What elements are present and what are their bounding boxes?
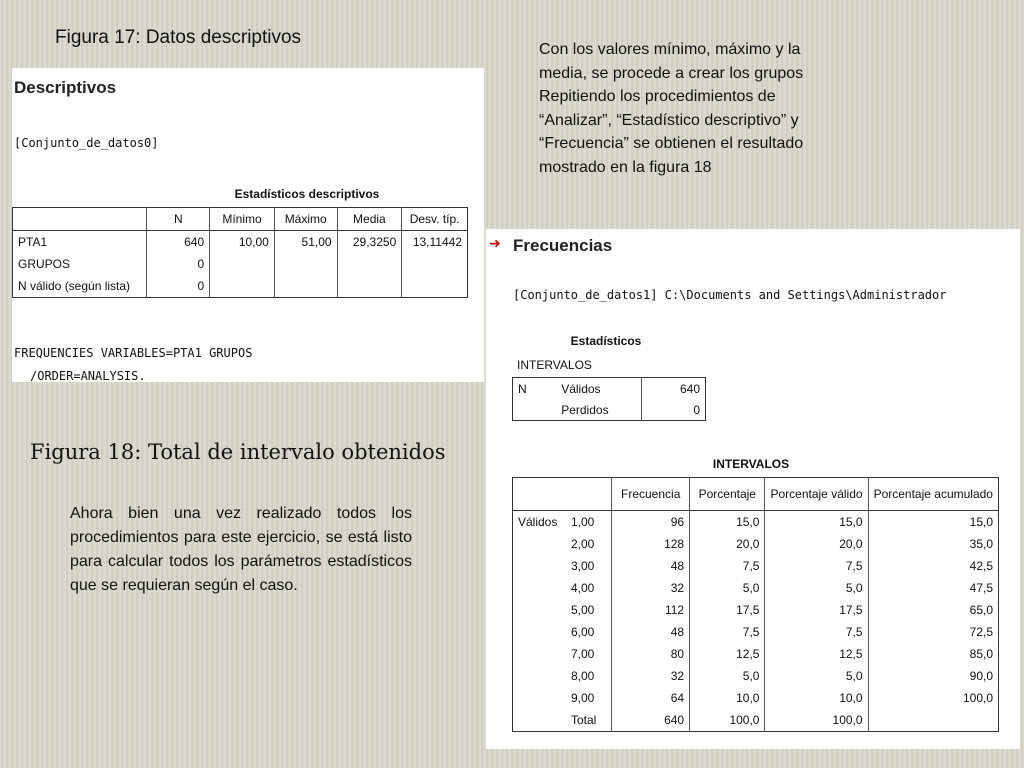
table-cell: 112 — [612, 599, 690, 621]
table-row — [13, 275, 468, 298]
table-cell: GRUPOS — [18, 257, 71, 271]
table-cell: 15,0 — [690, 511, 765, 534]
table-cell — [402, 253, 468, 275]
table-row — [13, 231, 468, 254]
table-cell: 0 — [147, 253, 210, 275]
table-cell: 0 — [642, 399, 706, 421]
intervalos-table — [512, 477, 999, 732]
left-paragraph: Ahora bien una vez realizado todos los procedimientos para este ejercicio, se está listo para calcular todos los parámetros estadísticos que se requieran según el caso. — [70, 505, 412, 594]
table-cell — [513, 709, 567, 732]
table-cell: 5,00 — [571, 603, 595, 617]
descriptivos-output — [12, 68, 484, 382]
table-header-cell — [513, 478, 567, 511]
table-cell: 51,00 — [274, 231, 337, 254]
table-cell: 47,5 — [868, 577, 998, 599]
table-cell: 10,0 — [765, 687, 868, 709]
table-cell: 5,0 — [765, 577, 868, 599]
table-cell: 640 — [612, 709, 690, 732]
table-cell: 4,00 — [571, 581, 595, 595]
table-cell — [513, 533, 567, 555]
table-cell: 64 — [612, 687, 690, 709]
table-row — [513, 511, 999, 534]
table-cell: 42,5 — [868, 555, 998, 577]
table-cell: Válidos — [561, 381, 601, 396]
descriptivos-title: Descriptivos — [14, 78, 117, 97]
table-row — [513, 399, 706, 421]
table-cell: 48 — [612, 555, 690, 577]
table-cell: 9,00 — [571, 691, 595, 705]
table-header-cell: Frecuencia — [612, 478, 690, 511]
descriptivos-table — [12, 207, 468, 298]
table-cell: 10,0 — [690, 687, 765, 709]
table-cell: 5,0 — [690, 577, 765, 599]
table-cell: 640 — [147, 231, 210, 254]
table-cell: 80 — [612, 643, 690, 665]
table-cell: 17,5 — [765, 599, 868, 621]
table-cell: 6,00 — [571, 625, 595, 639]
table-cell: 5,0 — [765, 665, 868, 687]
table-cell: 7,5 — [765, 555, 868, 577]
table-header-cell: Máximo — [274, 208, 337, 231]
right-paragraph: Con los valores mínimo, máximo y la media, se procede a crear los grupos Repitiendo los procedimientos de “Analizar”, “Estadístico descriptivo” y “Frecuencia” se obtienen el resultado mostrado en la figura 18 — [539, 41, 804, 176]
table-cell: 7,5 — [765, 621, 868, 643]
table-cell: 7,00 — [571, 647, 595, 661]
table-cell — [513, 687, 567, 709]
table-cell — [513, 665, 567, 687]
table-row — [513, 599, 999, 621]
table-cell: 15,0 — [765, 511, 868, 534]
table-cell: 5,0 — [690, 665, 765, 687]
table-cell — [513, 599, 567, 621]
table-cell: N — [518, 381, 527, 396]
estadisticos-title: Estadísticos — [570, 334, 642, 348]
table-cell: 640 — [642, 378, 706, 400]
table-header-cell — [13, 208, 147, 231]
table-cell: 7,5 — [690, 621, 765, 643]
table-cell — [513, 399, 557, 421]
table-row — [513, 621, 999, 643]
table-cell: 96 — [612, 511, 690, 534]
table-cell: 32 — [612, 665, 690, 687]
estadisticos-variable: INTERVALOS — [517, 358, 592, 372]
table-row — [13, 253, 468, 275]
arrow-right-icon: ➜ — [489, 235, 501, 251]
table-row — [513, 709, 999, 732]
table-header-cell: Mínimo — [210, 208, 275, 231]
table-cell — [337, 253, 402, 275]
table-header-row — [13, 208, 468, 231]
table-cell: 90,0 — [868, 665, 998, 687]
table-cell: 20,0 — [690, 533, 765, 555]
table-header-cell: N — [147, 208, 210, 231]
table-cell: Válidos — [518, 515, 558, 529]
estadisticos-table — [512, 377, 706, 421]
table-cell: 13,11442 — [402, 231, 468, 254]
table-header-cell: Desv. típ. — [402, 208, 468, 231]
descriptivos-table-title: Estadísticos descriptivos — [234, 187, 380, 201]
table-cell: 65,0 — [868, 599, 998, 621]
frecuencias-output — [486, 229, 1020, 749]
frecuencias-dataset: [Conjunto_de_datos1] C:\Documents and Settings\Administrador — [513, 288, 947, 302]
descriptivos-dataset: [Conjunto_de_datos0] — [14, 136, 159, 150]
figure-17-caption: Figura 17: Datos descriptivos — [55, 27, 302, 48]
table-cell: 17,5 — [690, 599, 765, 621]
table-cell — [210, 253, 275, 275]
syntax-line-1: FREQUENCIES VARIABLES=PTA1 GRUPOS — [14, 346, 253, 360]
table-cell — [337, 275, 402, 298]
table-header-cell: Porcentaje acumulado — [868, 478, 998, 511]
table-cell: 2,00 — [571, 537, 595, 551]
table-cell — [210, 275, 275, 298]
table-header-cell: Porcentaje válido — [765, 478, 868, 511]
table-cell: 29,3250 — [337, 231, 402, 254]
table-cell — [513, 621, 567, 643]
frecuencias-title: Frecuencias — [513, 236, 613, 255]
table-cell: 8,00 — [571, 669, 595, 683]
table-cell: 100,0 — [690, 709, 765, 732]
table-cell — [274, 253, 337, 275]
table-cell: 20,0 — [765, 533, 868, 555]
table-cell: 3,00 — [571, 559, 595, 573]
table-row — [513, 665, 999, 687]
table-cell: 35,0 — [868, 533, 998, 555]
syntax-line-2: /ORDER=ANALYSIS. — [30, 369, 146, 383]
table-header-cell: Porcentaje — [690, 478, 765, 511]
table-cell: 72,5 — [868, 621, 998, 643]
table-cell — [513, 643, 567, 665]
table-cell — [402, 275, 468, 298]
table-cell: 100,0 — [765, 709, 868, 732]
table-row — [513, 555, 999, 577]
table-cell — [868, 709, 998, 732]
table-cell — [513, 555, 567, 577]
table-cell: 128 — [612, 533, 690, 555]
table-cell: 7,5 — [690, 555, 765, 577]
figure-18-caption: Figura 18: Total de intervalo obtenidos — [30, 440, 446, 464]
table-row — [513, 687, 999, 709]
table-cell: 32 — [612, 577, 690, 599]
table-header-cell: Media — [337, 208, 402, 231]
table-row — [513, 533, 999, 555]
table-cell: 12,5 — [765, 643, 868, 665]
table-row — [513, 643, 999, 665]
table-cell — [274, 275, 337, 298]
table-cell: 100,0 — [868, 687, 998, 709]
table-cell: Total — [571, 713, 597, 727]
table-cell: 85,0 — [868, 643, 998, 665]
table-header-row — [513, 478, 999, 511]
table-row — [513, 577, 999, 599]
table-cell: 12,5 — [690, 643, 765, 665]
table-cell: 1,00 — [571, 515, 595, 529]
table-cell: 48 — [612, 621, 690, 643]
table-cell: 0 — [147, 275, 210, 298]
table-header-cell — [566, 478, 612, 511]
table-cell: 15,0 — [868, 511, 998, 534]
table-cell: Perdidos — [561, 402, 609, 417]
intervalos-table-title: INTERVALOS — [712, 457, 790, 471]
table-cell: 10,00 — [210, 231, 275, 254]
table-cell — [513, 577, 567, 599]
table-row — [513, 378, 706, 400]
table-cell: PTA1 — [18, 235, 48, 249]
table-cell: N válido (según lista) — [18, 279, 131, 293]
